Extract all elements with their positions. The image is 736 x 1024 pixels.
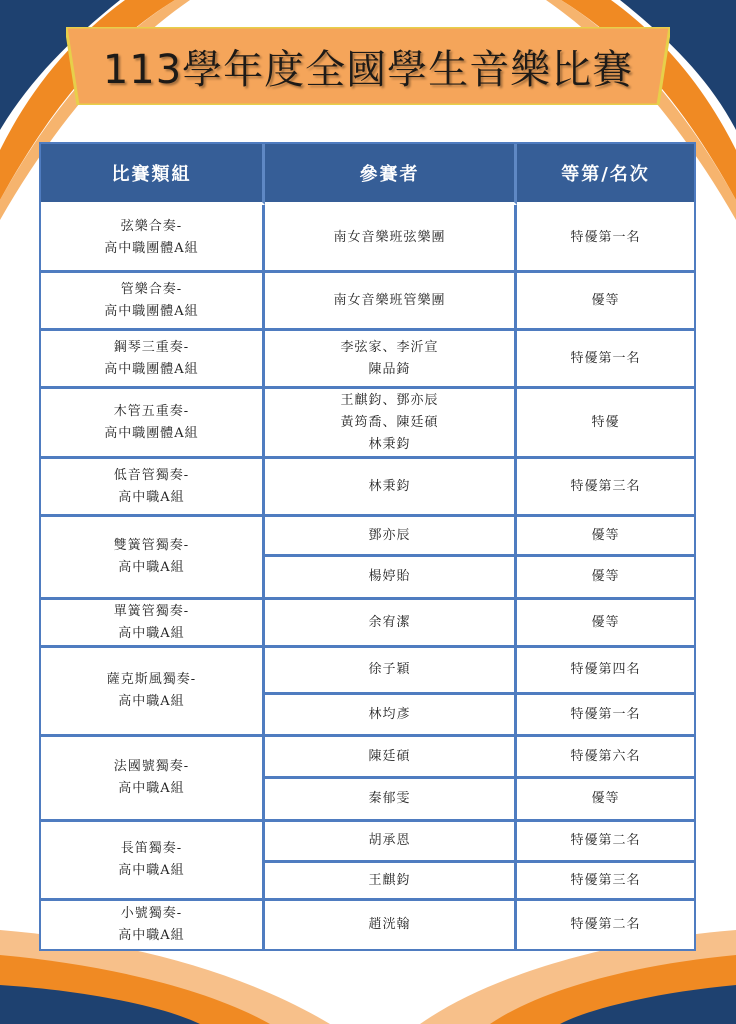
participant-name: 林均彥 [368, 706, 411, 722]
category-cell [41, 901, 265, 949]
category-line: 低音管獨奏- [113, 467, 190, 483]
rank-text: 優等 [591, 791, 620, 806]
participant-name: 南女音樂班弦樂團 [333, 229, 446, 245]
participant-cell [265, 459, 517, 517]
participant-cell [265, 822, 517, 863]
category-cell [41, 331, 265, 389]
category-line: 高中職團體A組 [104, 303, 199, 319]
category-cell [41, 648, 265, 737]
participant-cell [265, 557, 517, 600]
table-row [41, 389, 694, 459]
category-cell [41, 205, 265, 273]
participant-cell [265, 648, 517, 695]
category-line: 高中職A組 [118, 489, 185, 505]
participant-name: 李弦家、李沂宣 [340, 339, 439, 355]
rank-text: 優等 [591, 569, 620, 584]
category-line: 木管五重奏- [113, 403, 190, 419]
category-line: 法國號獨奏- [113, 759, 190, 774]
category-line: 高中職A組 [118, 560, 185, 575]
participant-name: 黃筠喬、陳廷碩 [340, 414, 439, 430]
participant-name: 林秉鈞 [368, 478, 411, 494]
table-row [41, 901, 694, 949]
category-line: 單簧管獨奏- [113, 603, 190, 619]
category-line: 高中職團體A組 [104, 425, 199, 441]
rank-text: 優等 [591, 527, 620, 543]
rank-text: 特優第三名 [570, 872, 641, 888]
rank-text: 特優第二名 [570, 833, 641, 848]
table-row [41, 737, 694, 779]
category-cell [41, 459, 265, 517]
category-cell [41, 273, 265, 331]
participant-cell [265, 695, 517, 737]
participant-name: 陳品錡 [368, 361, 411, 377]
rank-cell [517, 737, 694, 779]
participant-name: 林秉鈞 [368, 436, 411, 452]
category-cell [41, 822, 265, 901]
category-line: 高中職團體A組 [104, 240, 199, 256]
table-row [41, 600, 694, 648]
participant-cell [265, 331, 517, 389]
category-line: 高中職A組 [118, 781, 185, 796]
title-banner [66, 27, 670, 105]
participant-name: 余宥潔 [368, 614, 411, 630]
table-row [41, 331, 694, 389]
header-rank: 等第/名次 [517, 144, 694, 205]
category-line: 雙簧管獨奏- [113, 538, 190, 553]
participant-name: 南女音樂班管樂團 [333, 292, 446, 308]
rank-cell [517, 600, 694, 648]
rank-cell [517, 557, 694, 600]
participant-cell [265, 600, 517, 648]
participant-name: 胡承恩 [368, 833, 411, 848]
rank-cell [517, 822, 694, 863]
participant-cell [265, 273, 517, 331]
header-participant: 參賽者 [265, 144, 517, 205]
participant-name: 秦郁雯 [368, 791, 411, 806]
page-title: 113學年度全國學生音樂比賽 [102, 46, 634, 93]
rank-cell [517, 331, 694, 389]
rank-text: 特優第六名 [570, 748, 641, 764]
participant-name: 王麒鈞 [368, 872, 411, 888]
rank-cell [517, 205, 694, 273]
table-header-row [41, 144, 694, 205]
category-line: 高中職A組 [118, 625, 185, 641]
participant-cell [265, 205, 517, 273]
participant-name: 徐子穎 [368, 662, 411, 677]
participant-cell [265, 389, 517, 459]
category-cell [41, 517, 265, 600]
table-row [41, 517, 694, 557]
table-row [41, 459, 694, 517]
participant-name: 王麒鈞、鄧亦辰 [340, 392, 439, 408]
participant-name: 陳廷碩 [368, 748, 411, 764]
rank-text: 特優 [591, 414, 620, 430]
rank-cell [517, 779, 694, 822]
rank-text: 優等 [591, 292, 620, 308]
rank-cell [517, 389, 694, 459]
category-line: 鋼琴三重奏- [113, 339, 190, 355]
category-line: 高中職A組 [118, 928, 185, 943]
table-row [41, 273, 694, 331]
participant-name: 鄧亦辰 [368, 527, 411, 543]
participant-cell [265, 737, 517, 779]
category-line: 小號獨奏- [120, 906, 183, 921]
rank-text: 特優第一名 [570, 706, 641, 722]
rank-cell [517, 273, 694, 331]
category-line: 薩克斯風獨奏- [106, 672, 197, 687]
category-cell [41, 737, 265, 822]
rank-cell [517, 517, 694, 557]
rank-text: 特優第一名 [570, 350, 641, 366]
header-category: 比賽類組 [41, 144, 265, 205]
rank-cell [517, 648, 694, 695]
category-line: 高中職A組 [118, 863, 185, 878]
table-row [41, 648, 694, 695]
rank-text: 特優第三名 [570, 478, 641, 494]
category-cell [41, 600, 265, 648]
category-line: 高中職團體A組 [104, 361, 199, 377]
rank-cell [517, 901, 694, 949]
participant-cell [265, 779, 517, 822]
category-line: 弦樂合奏- [120, 218, 183, 234]
participant-cell [265, 901, 517, 949]
rank-cell [517, 459, 694, 517]
results-body [41, 205, 694, 949]
results-table [39, 142, 696, 951]
rank-cell [517, 695, 694, 737]
participant-cell [265, 863, 517, 901]
category-line: 高中職A組 [118, 694, 185, 709]
table-row [41, 205, 694, 273]
participant-name: 楊婷貽 [368, 569, 411, 584]
table-row [41, 822, 694, 863]
rank-text: 優等 [591, 614, 620, 630]
rank-cell [517, 863, 694, 901]
participant-name: 趙洸翰 [368, 917, 411, 932]
category-cell [41, 389, 265, 459]
rank-text: 特優第一名 [570, 229, 641, 245]
participant-cell [265, 517, 517, 557]
category-line: 管樂合奏- [120, 281, 183, 297]
rank-text: 特優第二名 [570, 917, 641, 932]
category-line: 長笛獨奏- [120, 841, 183, 856]
rank-text: 特優第四名 [570, 662, 641, 677]
